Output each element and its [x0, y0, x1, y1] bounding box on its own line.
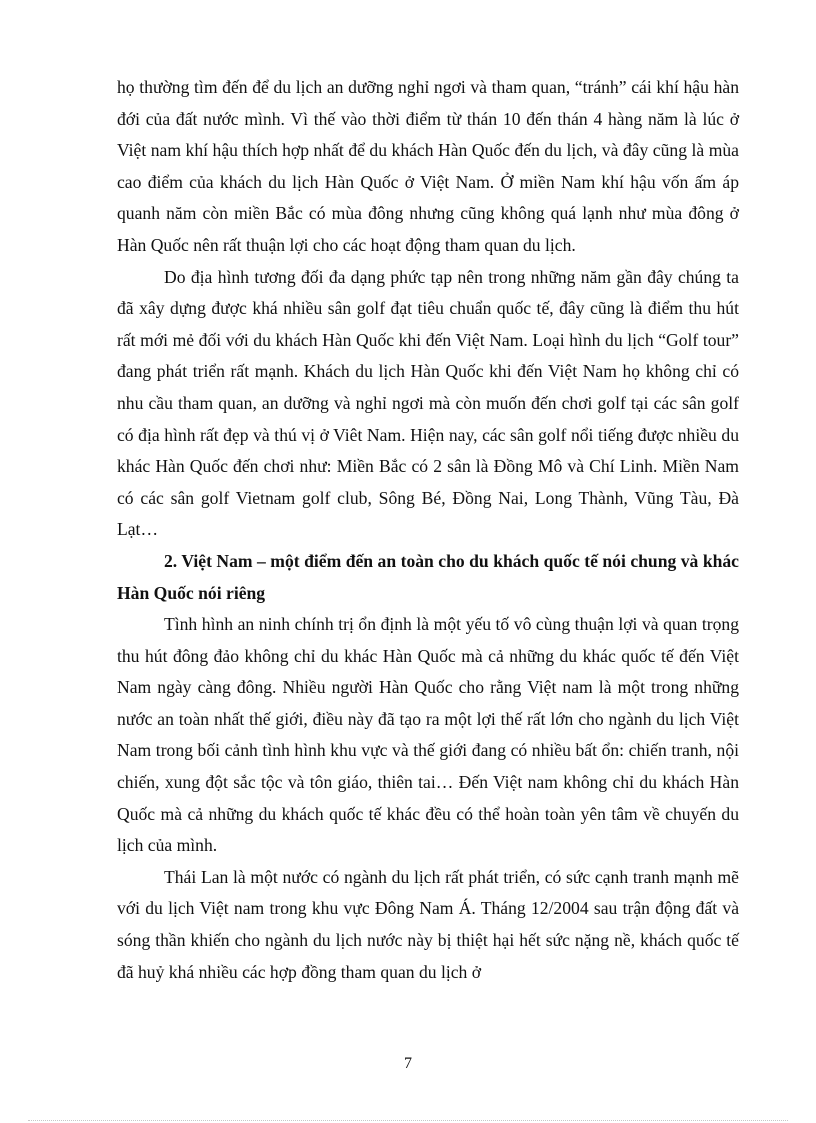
page-bottom-divider — [28, 1120, 788, 1121]
paragraph-climate: họ thường tìm đến để du lịch an dưỡng nghỉ ngơi và tham quan, “tránh” cái khí hậu hàn đới của đất nước mình. Vì thế vào thời điểm từ thán 10 đến thán 4 hàng năm là lúc ở Việt nam khí hậu thích hợp nhất để du khách Hàn Quốc đến du lịch, và đây cũng là mùa cao điểm của khách du lịch Hàn Quốc ở Việt Nam. Ở miền Nam khí hậu vốn ấm áp quanh năm còn miền Bắc có mùa đông nhưng cũng không quá lạnh như mùa đông ở Hàn Quốc nên rất thuận lợi cho các hoạt động tham quan du lịch. — [117, 77, 739, 255]
paragraph-thailand: Thái Lan là một nước có ngành du lịch rất phát triển, có sức cạnh tranh mạnh mẽ với du lịch Việt nam trong khu vực Đông Nam Á. Tháng 12/2004 sau trận động đất và sóng thần khiến cho ngành du lịch nước này bị thiệt hại hết sức nặng nề, khách quốc tế đã huỷ khá nhiều các hợp đồng tham quan du lịch ở — [117, 866, 739, 982]
paragraph-golf-tourism: Do địa hình tương đối đa dạng phức tạp nên trong những năm gần đây chúng ta đã xây dựng được khá nhiều sân golf đạt tiêu chuẩn quốc tế, đây cũng là điểm thu hút rất mới mẻ đối với du khách Hàn Quốc khi đến Việt Nam. Loại hình du lịch “Golf tour” đang phát triển rất mạnh. Khách du lịch Hàn Quốc khi đến Việt Nam họ không chỉ có nhu cầu tham quan, an dưỡng và nghỉ ngơi mà còn muốn đến chơi golf tại các sân golf có địa hình rất đẹp và thú vị ở Viêt Nam. Hiện nay, các sân golf nổi tiếng được nhiều du khác Hàn Quốc đến chơi như: Miền Bắc có 2 sân là Đồng Mô và Chí Linh. Miền Nam có các sân golf Vietnam golf club, Sông Bé, Đồng Nai, Long Thành, Vũng Tàu, Đà Lạt… — [117, 266, 739, 540]
document-page — [117, 72, 739, 988]
section-heading-safety: 2. Việt Nam – một điểm đến an toàn cho du khách quốc tế nói chung và khác Hàn Quốc nói riêng — [117, 550, 739, 603]
paragraph-political-stability: Tình hình an ninh chính trị ổn định là một yếu tố vô cùng thuận lợi và quan trọng thu hút đông đảo không chỉ du khác Hàn Quốc mà cả những du khác quốc tế đến Việt Nam ngày càng đông. Nhiều người Hàn Quốc cho rằng Việt nam là một trong những nước an toàn nhất thế giới, điều này đã tạo ra một lợi thế rất lớn cho ngành du lịch Việt Nam trong bối cảnh tình hình khu vực và thế giới đang có nhiều bất ổn: chiến tranh, nội chiến, xung đột sắc tộc và tôn giáo, thiên tai… Đến Việt nam không chỉ du khách Hàn Quốc mà cả những du khách quốc tế khác đều có thể hoàn toàn yên tâm về chuyến du lịch của mình. — [117, 614, 739, 856]
page-number: 7 — [404, 1055, 412, 1072]
